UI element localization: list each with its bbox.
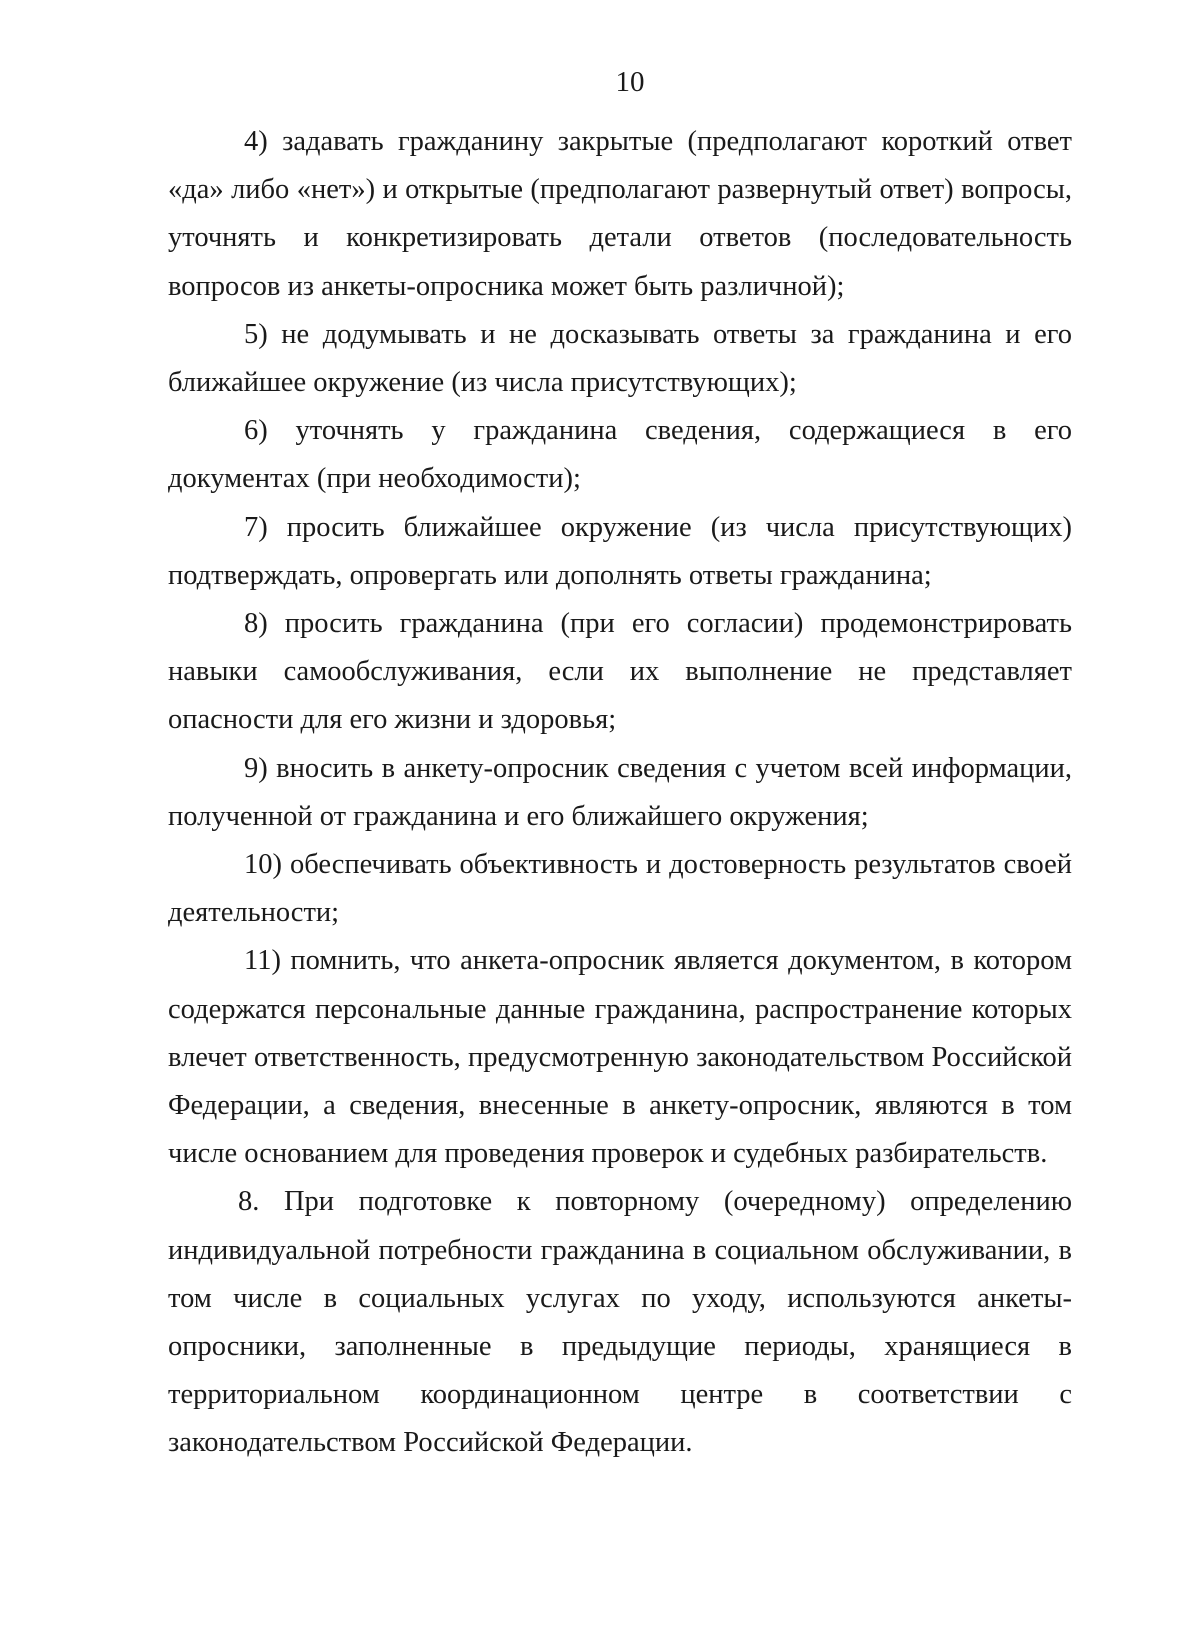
list-item-5: 5) не додумывать и не досказывать ответы за гражданина и его ближайшее окружение (из числа присутствующих); [168, 318, 1072, 399]
document-body [168, 118, 1072, 1468]
list-item-6: 6) уточнять у гражданина сведения, содержащиеся в его документах (при необходимости); [168, 415, 1072, 495]
list-item-7: 7) просить ближайшее окружение (из числа присутствующих) подтверждать, опровергать или дополнять ответы гражданина; [168, 511, 1072, 591]
list-item-10: 10) обеспечивать объективность и достоверность результатов своей деятельности; [168, 849, 1072, 929]
list-item-9: 9) вносить в анкету-опросник сведения с учетом всей информации, полученной от гражданина и его ближайшего окружения; [168, 752, 1072, 832]
page-number: 10 [615, 66, 645, 98]
list-item-8: 8) просить гражданина (при его согласии) продемонстрировать навыки самообслуживания, если их выполнение не представляет опасности для его жизни и здоровья; [168, 608, 1072, 736]
list-item-11: 11) помнить, что анкета-опросник является документом, в котором содержатся персональные данные гражданина, распространение которых влечет ответственность, предусмотренную законодательством Российской Федерации, а сведения, внесенные в анкету-опросник, являются в том числе основанием для проведения проверок и судебных разбирательств. [168, 945, 1072, 1170]
list-item-4: 4) задавать гражданину закрытые (предполагают короткий ответ «да» либо «нет») и открытые (предполагают развернутый ответ) вопросы, уточнять и конкретизировать детали ответов (последовательность вопросов из анкеты-опросника может быть различной); [168, 126, 1072, 302]
section-8-paragraph: 8. При подготовке к повторному (очередному) определению индивидуальной потребности гражданина в социальном обслуживании, в том числе в социальных услугах по уходу, используются анкеты-опросники, заполненные в предыдущие периоды, хранящиеся в территориальном координационном центре в соответствии с законодательством Российской Федерации. [168, 1186, 1072, 1459]
